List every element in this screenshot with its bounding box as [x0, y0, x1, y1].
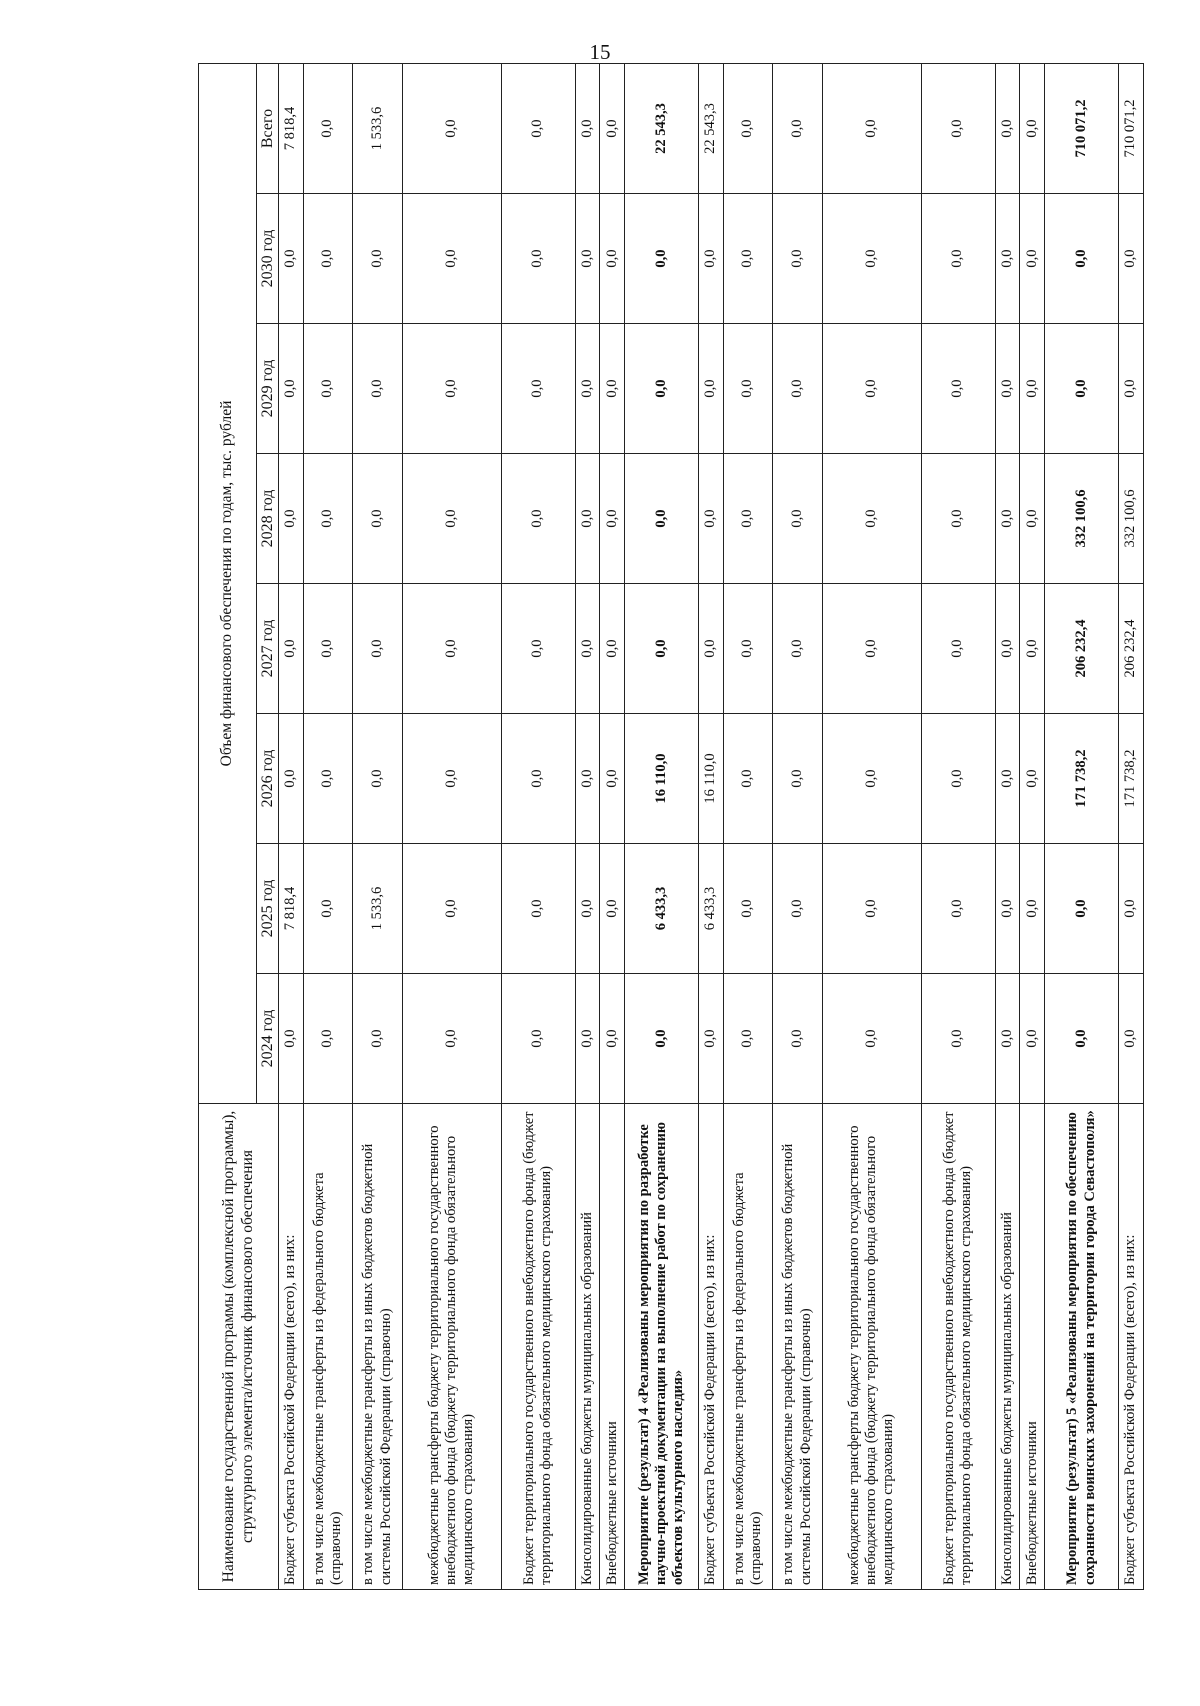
value-cell: 0,0 [822, 454, 921, 584]
value-cell: 0,0 [303, 844, 352, 974]
value-cell: 0,0 [1020, 324, 1045, 454]
value-cell: 0,0 [995, 324, 1020, 454]
table-row [279, 64, 304, 1590]
value-cell: 0,0 [822, 584, 921, 714]
value-cell: 1 533,6 [353, 844, 402, 974]
value-cell: 0,0 [353, 194, 402, 324]
value-cell: 0,0 [279, 324, 304, 454]
header-year-3: 2027 год [257, 584, 279, 714]
value-cell: 0,0 [1020, 194, 1045, 324]
value-cell: 16 110,0 [625, 714, 699, 844]
value-cell: 0,0 [625, 194, 699, 324]
value-cell: 0,0 [575, 454, 600, 584]
value-cell: 0,0 [600, 324, 625, 454]
value-cell: 0,0 [353, 714, 402, 844]
value-cell: 0,0 [723, 844, 772, 974]
header-year-0: 2024 год [257, 974, 279, 1104]
header-year-5: 2029 год [257, 324, 279, 454]
table-row [303, 64, 352, 1590]
row-name: Консолидированные бюджеты муниципальных образований [575, 1104, 600, 1590]
value-cell: 0,0 [1020, 64, 1045, 194]
header-year-2: 2026 год [257, 714, 279, 844]
row-name: Бюджет субъекта Российской Федерации (всего), из них: [699, 1104, 724, 1590]
value-cell: 0,0 [402, 324, 501, 454]
value-cell: 0,0 [353, 454, 402, 584]
value-cell: 0,0 [1119, 974, 1144, 1104]
value-cell: 0,0 [1020, 454, 1045, 584]
value-cell: 0,0 [995, 454, 1020, 584]
row-name: Внебюджетные источники [1020, 1104, 1045, 1590]
value-cell: 0,0 [723, 64, 772, 194]
value-cell: 0,0 [995, 64, 1020, 194]
value-cell: 0,0 [402, 454, 501, 584]
value-cell: 6 433,3 [625, 844, 699, 974]
value-cell: 0,0 [501, 324, 575, 454]
value-cell: 0,0 [995, 844, 1020, 974]
value-cell: 0,0 [303, 64, 352, 194]
value-cell: 0,0 [921, 454, 995, 584]
value-cell: 0,0 [402, 844, 501, 974]
value-cell: 0,0 [353, 324, 402, 454]
value-cell: 0,0 [1020, 714, 1045, 844]
value-cell: 0,0 [723, 974, 772, 1104]
value-cell: 1 533,6 [353, 64, 402, 194]
rotated-table-wrapper [198, 64, 1144, 1590]
value-cell: 0,0 [575, 844, 600, 974]
value-cell: 0,0 [575, 714, 600, 844]
value-cell: 0,0 [501, 64, 575, 194]
value-cell: 0,0 [1045, 324, 1119, 454]
value-cell: 0,0 [501, 454, 575, 584]
value-cell: 0,0 [279, 974, 304, 1104]
table-row [723, 64, 772, 1590]
value-cell: 0,0 [600, 974, 625, 1104]
row-name: в том числе межбюджетные трансферты из федерального бюджета (справочно) [303, 1104, 352, 1590]
value-cell: 0,0 [625, 454, 699, 584]
row-name: межбюджетные трансферты бюджету территориального государственного внебюджетного фонда (бюджету территориального фонда обязательного медицинского страхования) [402, 1104, 501, 1590]
value-cell: 0,0 [1119, 844, 1144, 974]
table-row [575, 64, 600, 1590]
header-year-6: 2030 год [257, 194, 279, 324]
header-year-4: 2028 год [257, 454, 279, 584]
value-cell: 0,0 [402, 194, 501, 324]
value-cell: 0,0 [1119, 194, 1144, 324]
value-cell: 0,0 [921, 844, 995, 974]
table-row [501, 64, 575, 1590]
value-cell: 6 433,3 [699, 844, 724, 974]
page-number: 15 [589, 40, 611, 64]
value-cell: 0,0 [353, 974, 402, 1104]
row-name: межбюджетные трансферты бюджету территориального государственного внебюджетного фонда (бюджету территориального фонда обязательного медицинского страхования) [822, 1104, 921, 1590]
value-cell: 0,0 [625, 324, 699, 454]
value-cell: 0,0 [773, 714, 822, 844]
value-cell: 22 543,3 [625, 64, 699, 194]
table-row [1119, 64, 1144, 1590]
value-cell: 0,0 [600, 844, 625, 974]
value-cell: 0,0 [625, 584, 699, 714]
value-cell: 0,0 [575, 194, 600, 324]
value-cell: 0,0 [402, 584, 501, 714]
value-cell: 0,0 [773, 194, 822, 324]
value-cell: 0,0 [773, 324, 822, 454]
value-cell: 0,0 [699, 584, 724, 714]
value-cell: 0,0 [575, 64, 600, 194]
row-name: в том числе межбюджетные трансферты из иных бюджетов бюджетной системы Российской Федерации (справочно) [353, 1104, 402, 1590]
value-cell: 0,0 [699, 974, 724, 1104]
row-name: в том числе межбюджетные трансферты из федерального бюджета (справочно) [723, 1104, 772, 1590]
value-cell: 0,0 [699, 454, 724, 584]
value-cell: 0,0 [1045, 974, 1119, 1104]
value-cell: 0,0 [1119, 324, 1144, 454]
value-cell: 0,0 [600, 584, 625, 714]
value-cell: 0,0 [773, 974, 822, 1104]
value-cell: 0,0 [921, 64, 995, 194]
value-cell: 7 818,4 [279, 64, 304, 194]
table-row [353, 64, 402, 1590]
value-cell: 0,0 [921, 714, 995, 844]
table-row [822, 64, 921, 1590]
value-cell: 0,0 [773, 584, 822, 714]
value-cell: 0,0 [303, 194, 352, 324]
value-cell: 0,0 [921, 974, 995, 1104]
value-cell: 332 100,6 [1119, 454, 1144, 584]
value-cell: 0,0 [995, 194, 1020, 324]
value-cell: 0,0 [1045, 844, 1119, 974]
row-name: Бюджет субъекта Российской Федерации (всего), из них: [1119, 1104, 1144, 1590]
table-row [921, 64, 995, 1590]
value-cell: 0,0 [995, 974, 1020, 1104]
value-cell: 0,0 [995, 714, 1020, 844]
table-row [1045, 64, 1119, 1590]
value-cell: 0,0 [303, 974, 352, 1104]
value-cell: 0,0 [279, 194, 304, 324]
value-cell: 0,0 [921, 324, 995, 454]
row-name: Внебюджетные источники [600, 1104, 625, 1590]
row-name: в том числе межбюджетные трансферты из иных бюджетов бюджетной системы Российской Федерации (справочно) [773, 1104, 822, 1590]
value-cell: 0,0 [822, 974, 921, 1104]
value-cell: 0,0 [501, 974, 575, 1104]
value-cell: 0,0 [575, 324, 600, 454]
value-cell: 0,0 [921, 584, 995, 714]
row-name: Бюджет субъекта Российской Федерации (всего), из них: [279, 1104, 304, 1590]
value-cell: 0,0 [279, 584, 304, 714]
value-cell: 0,0 [303, 584, 352, 714]
value-cell: 16 110,0 [699, 714, 724, 844]
value-cell: 0,0 [1045, 194, 1119, 324]
table-row [625, 64, 699, 1590]
table-row [699, 64, 724, 1590]
table-row [773, 64, 822, 1590]
value-cell: 0,0 [575, 974, 600, 1104]
value-cell: 710 071,2 [1045, 64, 1119, 194]
row-name: Бюджет территориального государственного внебюджетного фонда (бюджет территориального фонда обязательного медицинского страхования) [501, 1104, 575, 1590]
value-cell: 710 071,2 [1119, 64, 1144, 194]
value-cell: 0,0 [699, 194, 724, 324]
row-name: Консолидированные бюджеты муниципальных образований [995, 1104, 1020, 1590]
value-cell: 0,0 [1020, 974, 1045, 1104]
row-name: Мероприятие (результат) 5 «Реализованы мероприятия по обеспечению сохранности воинских захоронений на территории города Севастополя» [1045, 1104, 1119, 1590]
value-cell: 0,0 [501, 584, 575, 714]
value-cell: 0,0 [303, 324, 352, 454]
value-cell: 0,0 [279, 714, 304, 844]
value-cell: 206 232,4 [1045, 584, 1119, 714]
value-cell: 0,0 [822, 714, 921, 844]
value-cell: 0,0 [353, 584, 402, 714]
row-name: Бюджет территориального государственного внебюджетного фонда (бюджет территориального фонда обязательного медицинского страхования) [921, 1104, 995, 1590]
header-volume-title: Объем финансового обеспечения по годам, тыс. рублей [199, 64, 257, 1104]
table-row [1020, 64, 1045, 1590]
value-cell: 0,0 [303, 714, 352, 844]
row-name: Мероприятие (результат) 4 «Реализованы мероприятия по разработке научно-проектной документации на выполнение работ по сохранению объектов культурного наследия» [625, 1104, 699, 1590]
value-cell: 0,0 [773, 844, 822, 974]
value-cell: 171 738,2 [1045, 714, 1119, 844]
value-cell: 0,0 [402, 64, 501, 194]
value-cell: 0,0 [501, 194, 575, 324]
value-cell: 0,0 [699, 324, 724, 454]
value-cell: 0,0 [625, 974, 699, 1104]
value-cell: 0,0 [1020, 844, 1045, 974]
value-cell: 0,0 [921, 194, 995, 324]
value-cell: 0,0 [773, 64, 822, 194]
value-cell: 0,0 [600, 714, 625, 844]
value-cell: 332 100,6 [1045, 454, 1119, 584]
value-cell: 171 738,2 [1119, 714, 1144, 844]
value-cell: 0,0 [822, 64, 921, 194]
value-cell: 0,0 [723, 714, 772, 844]
table-row [402, 64, 501, 1590]
financing-table [198, 63, 1144, 1590]
value-cell: 0,0 [575, 584, 600, 714]
value-cell: 0,0 [600, 194, 625, 324]
value-cell: 0,0 [723, 454, 772, 584]
value-cell: 0,0 [501, 844, 575, 974]
value-cell: 206 232,4 [1119, 584, 1144, 714]
value-cell: 0,0 [822, 324, 921, 454]
value-cell: 0,0 [822, 844, 921, 974]
value-cell: 0,0 [279, 454, 304, 584]
value-cell: 0,0 [303, 454, 352, 584]
value-cell: 0,0 [501, 714, 575, 844]
value-cell: 0,0 [995, 584, 1020, 714]
value-cell: 0,0 [600, 454, 625, 584]
value-cell: 0,0 [773, 454, 822, 584]
table-row [995, 64, 1020, 1590]
value-cell: 0,0 [1020, 584, 1045, 714]
value-cell: 0,0 [402, 974, 501, 1104]
value-cell: 7 818,4 [279, 844, 304, 974]
value-cell: 0,0 [723, 324, 772, 454]
value-cell: 22 543,3 [699, 64, 724, 194]
header-year-7: Всего [257, 64, 279, 194]
header-name-column: Наименование государственной программы (комплексной программы), структурного элемента/источник финансового обеспечения [199, 1104, 279, 1590]
header-year-1: 2025 год [257, 844, 279, 974]
value-cell: 0,0 [723, 194, 772, 324]
value-cell: 0,0 [822, 194, 921, 324]
table-row [600, 64, 625, 1590]
value-cell: 0,0 [723, 584, 772, 714]
value-cell: 0,0 [402, 714, 501, 844]
value-cell: 0,0 [600, 64, 625, 194]
